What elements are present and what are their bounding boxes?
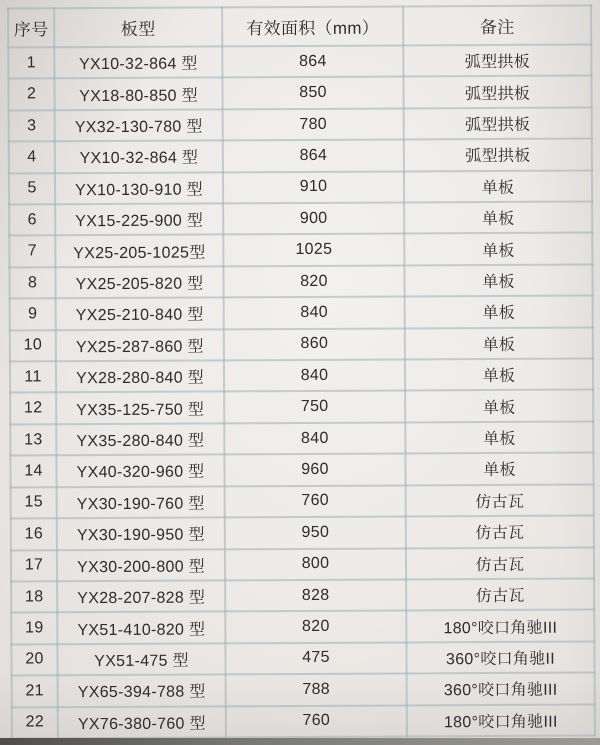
remark-cell: 弧型拱板 xyxy=(404,107,592,139)
table-row xyxy=(11,547,594,581)
table-row xyxy=(8,44,591,78)
column-header-index: 序号 xyxy=(8,8,54,47)
plate-type-cell: YX18-80-850 型 xyxy=(54,78,222,110)
remark-cell: 单板 xyxy=(405,359,593,391)
table-row xyxy=(9,170,592,204)
remark-cell: 单板 xyxy=(405,296,593,328)
table-row xyxy=(11,610,594,644)
table-row xyxy=(9,202,592,236)
index-cell: 7 xyxy=(9,236,55,268)
index-cell: 9 xyxy=(10,299,56,331)
table-row xyxy=(10,421,593,455)
table-row xyxy=(10,296,593,330)
index-cell: 22 xyxy=(12,707,58,739)
remark-cell: 弧型拱板 xyxy=(404,139,592,171)
effective-width-cell: 820 xyxy=(223,265,404,297)
effective-width-cell: 840 xyxy=(224,297,405,329)
effective-width-cell: 760 xyxy=(225,485,406,517)
index-cell: 12 xyxy=(10,393,56,425)
index-cell: 19 xyxy=(11,613,57,645)
table-row xyxy=(9,107,592,141)
table-row xyxy=(11,578,594,612)
table-row xyxy=(12,673,595,707)
remark-cell: 180°咬口角驰III xyxy=(407,704,595,736)
effective-width-cell: 864 xyxy=(222,45,403,77)
plate-type-cell: YX28-207-828 型 xyxy=(57,580,225,612)
remark-cell: 360°咬口角驰III xyxy=(407,673,595,705)
plate-type-cell: YX25-205-1025型 xyxy=(55,235,223,267)
remark-cell: 弧型拱板 xyxy=(403,76,591,108)
plate-type-cell: YX25-287-860 型 xyxy=(56,329,224,361)
plate-type-cell: YX28-280-840 型 xyxy=(56,360,224,392)
effective-width-cell: 840 xyxy=(224,360,405,392)
index-cell: 16 xyxy=(11,518,57,550)
index-cell: 14 xyxy=(10,456,56,488)
panel-spec-table xyxy=(7,4,596,739)
effective-width-cell: 788 xyxy=(226,674,407,706)
table-row xyxy=(11,516,594,550)
effective-width-cell: 1025 xyxy=(223,234,404,266)
plate-type-cell: YX51-475 型 xyxy=(57,643,225,675)
effective-width-cell: 850 xyxy=(222,77,403,109)
plate-type-cell: YX35-125-750 型 xyxy=(56,392,224,424)
table-body xyxy=(8,44,595,738)
remark-cell: 360°咬口角驰II xyxy=(406,641,594,673)
table-row xyxy=(11,641,594,675)
remark-cell: 仿古瓦 xyxy=(406,516,594,548)
index-cell: 13 xyxy=(10,424,56,456)
index-cell: 21 xyxy=(12,675,58,707)
table-row xyxy=(9,139,592,173)
effective-width-cell: 828 xyxy=(225,579,406,611)
plate-type-cell: YX10-32-864 型 xyxy=(54,46,222,78)
index-cell: 18 xyxy=(11,581,57,613)
effective-width-cell: 475 xyxy=(225,642,406,674)
index-cell: 5 xyxy=(9,173,55,205)
table-row xyxy=(10,327,593,361)
effective-width-cell: 900 xyxy=(223,202,404,234)
column-header-plate-type: 板型 xyxy=(54,7,222,47)
plate-type-cell: YX30-190-760 型 xyxy=(57,486,225,518)
effective-width-cell: 840 xyxy=(224,422,405,454)
effective-width-cell: 950 xyxy=(225,517,406,549)
table-row xyxy=(8,76,591,110)
plate-type-cell: YX32-130-780 型 xyxy=(55,109,223,141)
plate-type-cell: YX10-130-910 型 xyxy=(55,172,223,204)
photo-bottom-edge xyxy=(0,738,600,745)
index-cell: 6 xyxy=(9,204,55,236)
index-cell: 17 xyxy=(11,550,57,582)
effective-width-cell: 864 xyxy=(223,140,404,172)
remark-cell: 单板 xyxy=(404,264,592,296)
remark-cell: 单板 xyxy=(405,327,593,359)
effective-width-cell: 750 xyxy=(224,391,405,423)
remark-cell: 仿古瓦 xyxy=(406,484,594,516)
plate-type-cell: YX30-190-950 型 xyxy=(57,517,225,549)
column-header-remark: 备注 xyxy=(403,5,591,45)
remark-cell: 仿古瓦 xyxy=(406,547,594,579)
table-row xyxy=(10,453,593,487)
effective-width-cell: 780 xyxy=(223,108,404,140)
index-cell: 10 xyxy=(10,330,56,362)
plate-type-cell: YX25-210-840 型 xyxy=(56,298,224,330)
remark-cell: 仿古瓦 xyxy=(406,578,594,610)
effective-width-cell: 860 xyxy=(224,328,405,360)
plate-type-cell: YX40-320-960 型 xyxy=(56,455,224,487)
table-row xyxy=(12,704,595,739)
remark-cell: 单板 xyxy=(405,453,593,485)
effective-width-cell: 800 xyxy=(225,548,406,580)
plate-type-cell: YX25-205-820 型 xyxy=(55,266,223,298)
remark-cell: 单板 xyxy=(405,390,593,422)
plate-type-cell: YX15-225-900 型 xyxy=(55,203,223,235)
remark-cell: 弧型拱板 xyxy=(403,44,591,76)
table-row xyxy=(10,359,593,393)
column-header-effective-width: 有效面积（mm） xyxy=(222,6,403,46)
effective-width-cell: 910 xyxy=(223,171,404,203)
remark-cell: 单板 xyxy=(404,202,592,234)
effective-width-cell: 760 xyxy=(226,705,407,737)
remark-cell: 180°咬口角驰III xyxy=(406,610,594,642)
remark-cell: 单板 xyxy=(405,421,593,453)
index-cell: 8 xyxy=(9,267,55,299)
table-row xyxy=(9,264,592,298)
plate-type-cell: YX30-200-800 型 xyxy=(57,549,225,581)
table-row xyxy=(10,390,593,424)
plate-type-cell: YX65-394-788 型 xyxy=(58,675,226,707)
plate-type-cell: YX35-280-840 型 xyxy=(56,423,224,455)
table-row xyxy=(11,484,594,518)
index-cell: 3 xyxy=(9,110,55,142)
remark-cell: 单板 xyxy=(404,170,592,202)
index-cell: 11 xyxy=(10,361,56,393)
plate-type-cell: YX76-380-760 型 xyxy=(58,706,226,738)
index-cell: 1 xyxy=(8,47,54,79)
plate-type-cell: YX10-32-864 型 xyxy=(55,141,223,173)
index-cell: 2 xyxy=(8,79,54,111)
index-cell: 4 xyxy=(9,142,55,174)
table-row xyxy=(9,233,592,267)
header-row xyxy=(8,5,591,47)
index-cell: 20 xyxy=(11,644,57,676)
effective-width-cell: 820 xyxy=(225,611,406,643)
effective-width-cell: 960 xyxy=(224,454,405,486)
remark-cell: 单板 xyxy=(404,233,592,265)
index-cell: 15 xyxy=(11,487,57,519)
plate-type-cell: YX51-410-820 型 xyxy=(57,612,225,644)
